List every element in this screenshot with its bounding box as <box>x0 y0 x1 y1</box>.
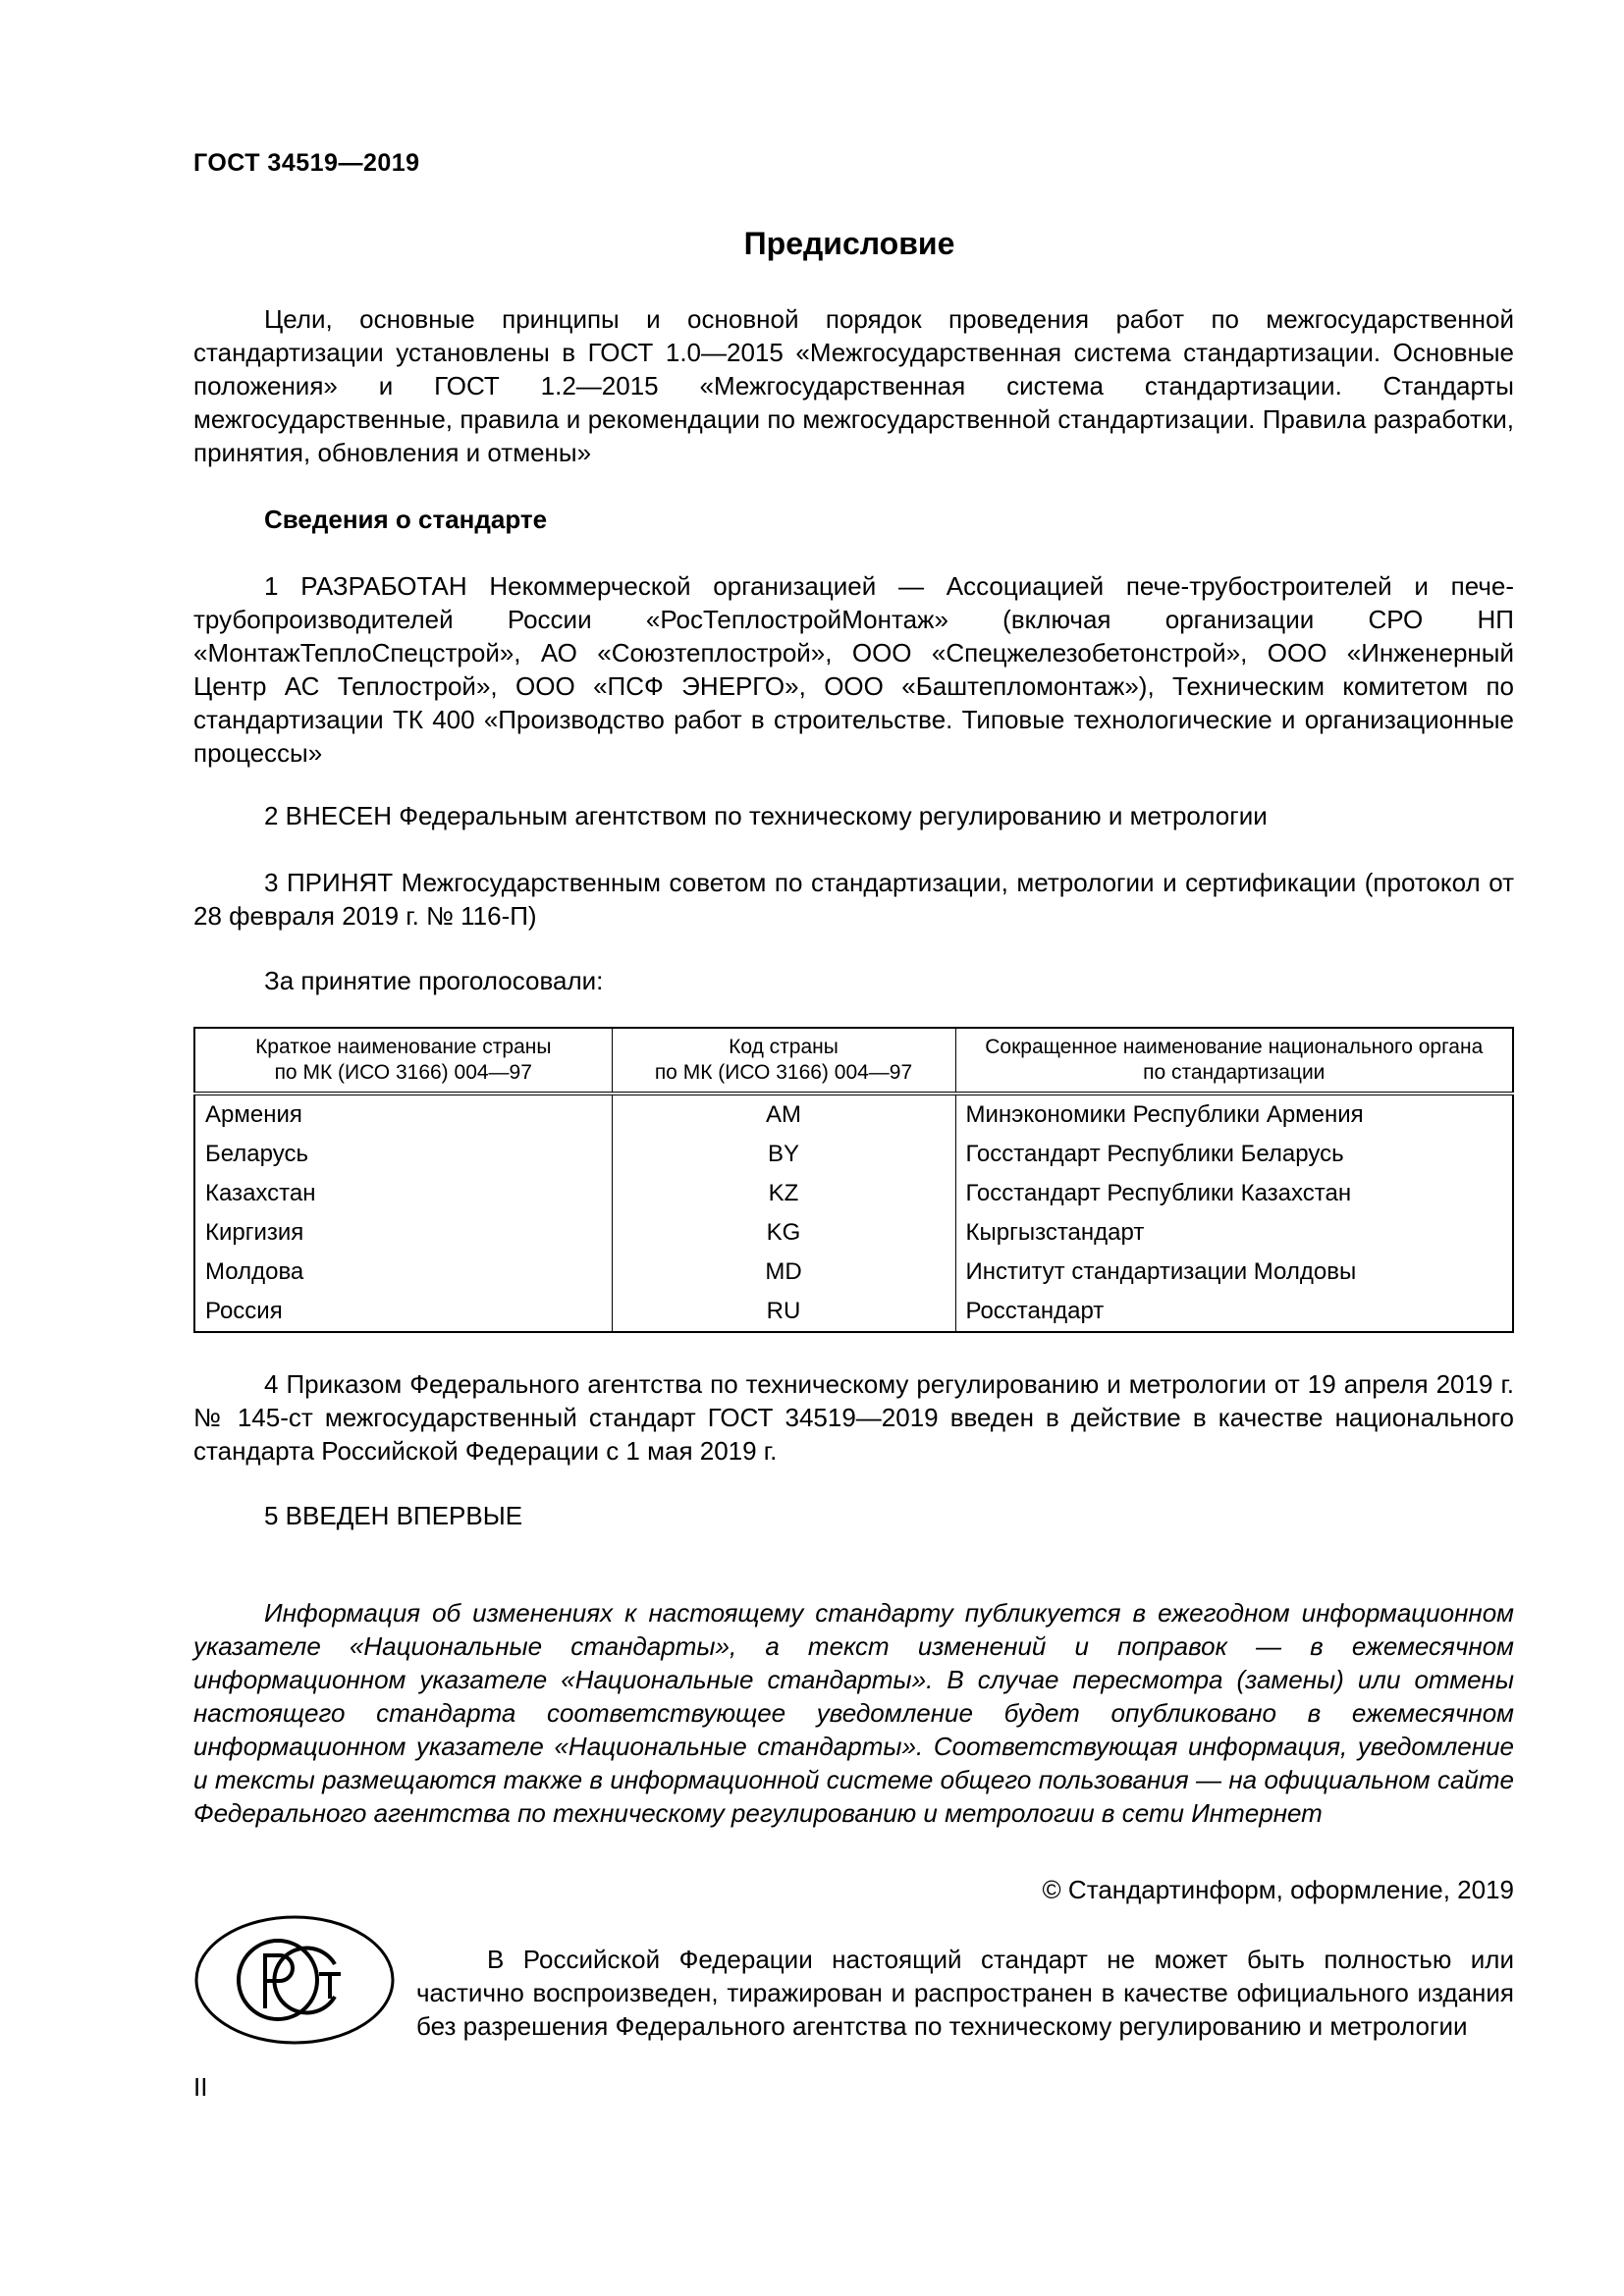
country-cell: Молдова <box>194 1253 612 1292</box>
code-cell: MD <box>612 1253 955 1292</box>
page-number: II <box>193 2072 208 2102</box>
item-first-introduced: 5 ВВЕДЕН ВПЕРВЫЕ <box>264 1501 523 1530</box>
body-cell: Госстандарт Республики Казахстан <box>965 1180 1352 1206</box>
voted-label: За принятие проголосовали: <box>264 966 604 995</box>
code-cell: BY <box>612 1135 955 1174</box>
item-adopted: 3 ПРИНЯТ Межгосударственным советом по стандартизации, метрологии и сертификации (протокол от 28 февраля 2019 г. № 116-П) <box>193 868 1514 931</box>
copyright-line: © Стандартинформ, оформление, 2019 <box>1042 1875 1514 1904</box>
column-header-code: Код страны по МК (ИСО 3166) 004—97 <box>612 1028 955 1094</box>
code-cell: KZ <box>612 1174 955 1213</box>
amendments-info-note: Информация об изменениях к настоящему стандарту публикуется в ежегодном информационном указателе «Национальные стандарты», а текст изменений и поправок — в ежемесячном информационном указателе «Национальные стандарты». В случае пересмотра (замены) или отмены настоящего стандарта соответствующее уведомление будет опубликовано в ежемесячном информационном указателе «Национальные стандарты». Соответствующая информация, уведомление и тексты размещаются также в информационной системе общего пользования — на официальном сайте Федерального агентства по техническому регулированию и метрологии в сети Интернет <box>193 1598 1514 1828</box>
item-developed: 1 РАЗРАБОТАН Некоммерческой организацией — Ассоциацией пече-трубостроителей и пече-трубопроизводителей России «РосТеплостройМонтаж» (включая организации СРО НП «МонтажТеплоСпецстрой», АО «Союзтеплострой», ООО «Спецжелезобетонстрой», ООО «Инженерный Центр АС Теплострой», ООО «ПСФ ЭНЕРГО», ООО «Баштепломонтаж»), Техническим комитетом по стандартизации ТК 400 «Производство работ в строительстве. Типовые технологические и организационные процессы» <box>193 571 1514 768</box>
item-enacted: 4 Приказом Федерального агентства по техническому регулированию и метрологии от 19 апреля 2019 г. № 145-ст межгосударственный стандарт ГОСТ 34519—2019 введен в действие в качестве национального стандарта Российской Федерации с 1 мая 2019 г. <box>193 1369 1514 1466</box>
table-row <box>194 1135 1513 1174</box>
item-submitted: 2 ВНЕСЕН Федеральным агентством по техническому регулированию и метрологии <box>264 801 1268 830</box>
table-row <box>194 1094 1513 1135</box>
country-cell: Казахстан <box>194 1174 612 1213</box>
voting-table <box>193 1027 1514 1333</box>
reproduction-notice: В Российской Федерации настоящий стандарт не может быть полностью или частично воспроизведен, тиражирован и распространен в качестве официального издания без разрешения Федерального агентства по техническому регулированию и метрологии <box>416 1945 1514 2041</box>
rst-certification-mark-icon <box>193 1914 396 2047</box>
body-cell: Госстандарт Республики Беларусь <box>965 1141 1344 1167</box>
table-row <box>194 1213 1513 1253</box>
document-number: ГОСТ 34519—2019 <box>193 149 420 177</box>
body-cell: Росстандарт <box>965 1298 1105 1324</box>
country-cell: Россия <box>194 1292 612 1332</box>
country-cell: Армения <box>194 1094 612 1135</box>
table-row <box>194 1253 1513 1292</box>
table-row <box>194 1292 1513 1332</box>
body-cell: Минэкономики Республики Армения <box>965 1101 1364 1128</box>
code-cell: AM <box>612 1094 955 1135</box>
page-title: Предисловие <box>743 226 955 261</box>
country-cell: Беларусь <box>194 1135 612 1174</box>
table-header-row <box>194 1028 1513 1094</box>
code-cell: RU <box>612 1292 955 1332</box>
intro-paragraph: Цели, основные принципы и основной порядок проведения работ по межгосударственной стандартизации установлены в ГОСТ 1.0—2015 «Межгосударственная система стандартизации. Основные положения» и ГОСТ 1.2—2015 «Межгосударственная система стандартизации. Стандарты межгосударственные, правила и рекомендации по межгосударственной стандартизации. Правила разработки, принятия, обновления и отмены» <box>193 304 1514 467</box>
column-header-country: Краткое наименование страны по МК (ИСО 3166) 004—97 <box>194 1028 612 1094</box>
code-cell: KG <box>612 1213 955 1253</box>
body-cell: Кыргызстандарт <box>965 1219 1145 1246</box>
body-cell: Институт стандартизации Молдовы <box>965 1258 1357 1285</box>
column-header-body: Сокращенное наименование национального органа по стандартизации <box>955 1028 1513 1094</box>
section-heading: Сведения о стандарте <box>264 505 548 534</box>
rst-logo <box>193 1914 396 2052</box>
table-row <box>194 1174 1513 1213</box>
country-cell: Киргизия <box>194 1213 612 1253</box>
